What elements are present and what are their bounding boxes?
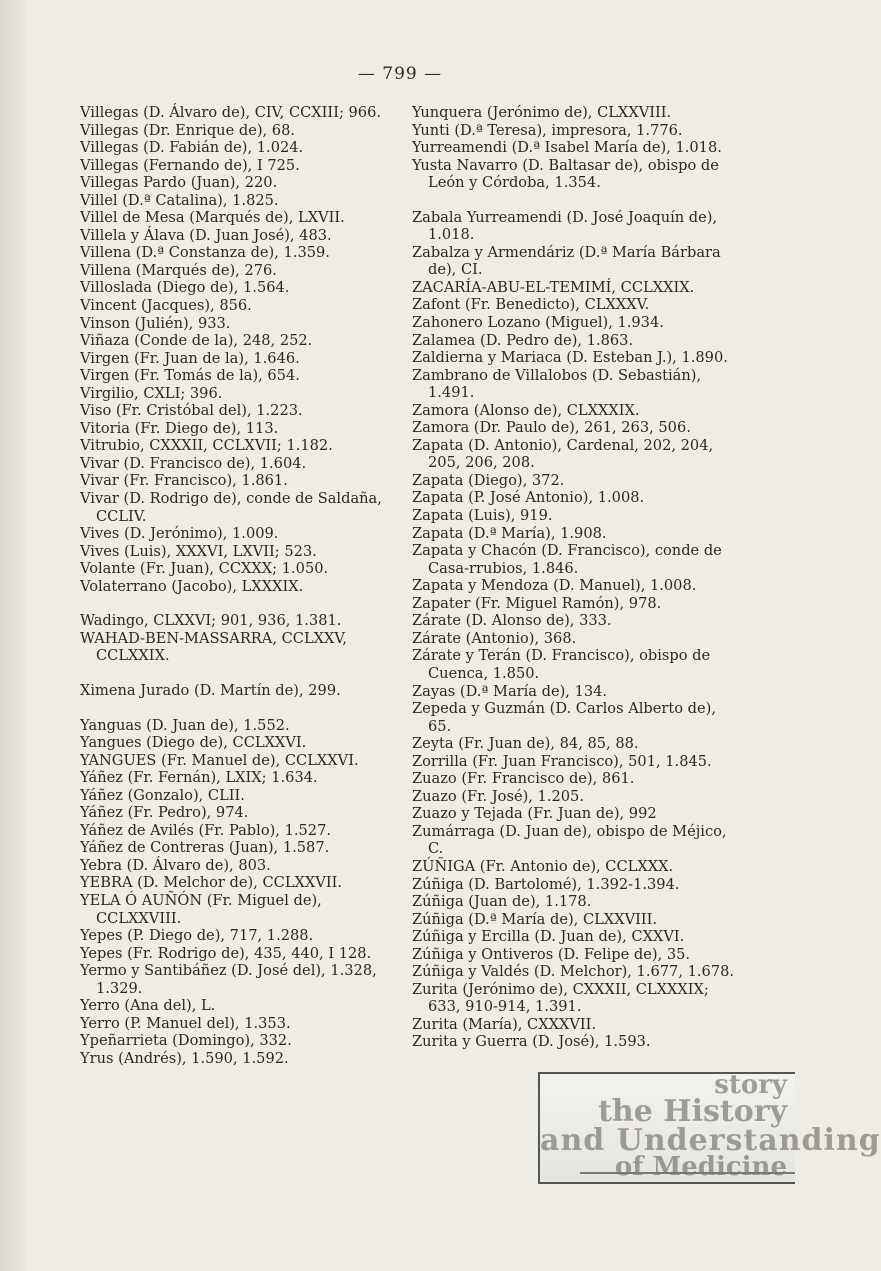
index-entry: Zabala Yurreamendi (D. José Joaquín de), 1.018. [412,208,718,244]
index-entry: Vivar (D. Francisco de), 1.604. [80,454,307,472]
index-entry: Zúñiga y Valdés (D. Melchor), 1.677, 1.678. [412,963,735,981]
index-entry: Villena (D.ª Constanza de), 1.359. [80,244,330,262]
index-entry: Yepes (P. Diego de), 717, 1.288. [80,927,314,945]
stamp-line: the History [598,1094,787,1129]
index-entry: Zárate (Antonio), 368. [412,629,577,647]
index-entry: Zuazo (Fr. Francisco de), 861. [412,770,635,788]
index-entry: Villegas (Dr. Enrique de), 68. [80,121,296,139]
index-entry: Zabalza y Armendáriz (D.ª María Bárbara de), CI. [412,243,721,279]
index-entry: Vitoria (Fr. Diego de), 113. [80,419,279,437]
index-entry: Zúñiga y Ontiveros (D. Felipe de), 35. [412,945,691,963]
index-entry: Zuazo (Fr. José), 1.205. [412,787,584,805]
index-entry: Ximena Jurado (D. Martín de), 299. [80,681,341,699]
index-entry: Zamora (Dr. Paulo de), 261, 263, 506. [412,419,691,437]
index-entry: ZÚÑIGA (Fr. Antonio de), CCLXXX. [412,857,674,875]
index-entry: Villegas (D. Álvaro de), CIV, CCXIII; 966. [80,104,382,121]
index-entry: Zapata (Luis), 919. [412,507,553,525]
index-entry: Villegas Pardo (Juan), 220. [80,174,278,192]
index-entry: Zamora (Alonso de), CLXXXIX. [412,401,640,419]
stamp-rule [580,1172,795,1174]
index-entry: Virgen (Fr. Tomás de la), 654. [80,367,300,385]
index-column-left [80,104,410,1067]
index-column-right [412,104,742,1051]
index-entry: Yebra (D. Álvaro de), 803. [80,856,271,874]
index-entry: Zurita y Guerra (D. José), 1.593. [412,1033,651,1051]
section-gap [80,595,410,612]
index-entry: Yermo y Santibáñez (D. José del), 1.328, 1.329. [80,962,377,997]
index-entry: Yerro (P. Manuel del), 1.353. [80,1014,291,1032]
index-entry: Yanguas (D. Juan de), 1.552. [80,716,290,734]
index-entry: Yusta Navarro (D. Baltasar de), obispo de León y Córdoba, 1.354. [412,156,719,192]
index-entry: Villel (D.ª Catalina), 1.825. [80,191,279,209]
index-entry: Zambrano de Villalobos (D. Sebastián), 1.491. [412,366,702,402]
index-entry: YELA Ó AUÑÓN (Fr. Miguel de), CCLXXVIII. [80,891,322,927]
index-entry: Vivar (D. Rodrigo de), conde de Saldaña, CCLIV. [80,490,382,525]
index-entry: Yáñez (Gonzalo), CLII. [80,786,245,804]
stamp-line: of Medicine [614,1152,787,1182]
index-entry: Villegas (D. Fabián de), 1.024. [80,139,304,157]
index-entry: Zurita (Jerónimo de), CXXXII, CLXXXIX; 633, 910-914, 1.391. [412,980,709,1016]
index-entry: Zumárraga (D. Juan de), obispo de Méjico, C. [412,822,727,858]
index-entry: Vincent (Jacques), 856. [80,297,252,315]
index-entry: Vinson (Julién), 933. [80,314,231,332]
index-entry: Zúñiga (Juan de), 1.178. [412,893,592,911]
index-entry: Villoslada (Diego de), 1.564. [80,279,290,297]
index-entry: Villegas (Fernando de), I 725. [80,156,300,174]
stamp-line: and Understanding [540,1123,881,1158]
index-entry: Zapata (Diego), 372. [412,471,565,489]
index-entry: Vives (Luis), XXXVI, LXVII; 523. [80,542,317,560]
index-entry: Zúñiga (D.ª María de), CLXXVIII. [412,910,658,928]
index-entry: Zayas (D.ª María de), 134. [412,682,608,700]
index-entry: Wadingo, CLXXVI; 901, 936, 1.381. [80,612,342,630]
index-entry: Zapata y Chacón (D. Francisco), conde de Casa-rrubios, 1.846. [412,542,722,577]
index-entry: YANGUES (Fr. Manuel de), CCLXXVI. [80,751,359,769]
index-entry: Virgen (Fr. Juan de la), 1.646. [80,349,300,367]
index-entry: Ypeñarrieta (Domingo), 332. [80,1032,292,1050]
index-entry: Zorrilla (Fr. Juan Francisco), 501, 1.845. [412,752,712,770]
page-number: — 799 — [357,64,443,84]
library-stamp [538,1070,881,1184]
index-entry: Viso (Fr. Cristóbal del), 1.223. [80,402,303,420]
index-entry: WAHAD-BEN-MASSARRA, CCLXXV, CCLXXIX. [80,629,348,665]
index-entry: Villel de Mesa (Marqués de), LXVII. [80,209,345,227]
index-entry: Yepes (Fr. Rodrigo de), 435, 440, I 128. [80,944,372,962]
index-entry: Vitrubio, CXXXII, CCLXVII; 1.182. [80,437,333,455]
index-entry: Zahonero Lozano (Miguel), 1.934. [412,314,664,332]
index-entry: Zurita (María), CXXXVII. [412,1015,597,1033]
index-entry: Yáñez (Fr. Fernán), LXIX; 1.634. [80,769,318,787]
index-entry: Yangues (Diego de), CCLXXVI. [80,734,307,752]
index-entry: Villena (Marqués de), 276. [80,261,277,279]
index-entry: Vivar (Fr. Francisco), 1.861. [80,472,288,490]
index-entry: Volaterrano (Jacobo), LXXXIX. [80,577,304,595]
index-entry: Yunquera (Jerónimo de), CLXXVIII. [412,104,672,121]
index-entry: Yrus (Andrés), 1.590, 1.592. [80,1049,289,1067]
index-entry: Yurreamendi (D.ª Isabel María de), 1.018. [412,139,722,157]
index-entry: Zafont (Fr. Benedicto), CLXXXV. [412,296,650,314]
index-entry: Zúñiga (D. Bartolomé), 1.392-1.394. [412,875,680,893]
index-entry: YEBRA (D. Melchor de), CCLXXVII. [80,874,343,892]
index-entry: Zalamea (D. Pedro de), 1.863. [412,331,634,349]
index-entry: Zuazo y Tejada (Fr. Juan de), 992 [412,805,657,823]
section-gap [80,665,410,682]
page-spine-shadow [0,0,26,1271]
section-gap [80,700,410,717]
index-entry: Zúñiga y Ercilla (D. Juan de), CXXVI. [412,928,685,946]
index-entry: Virgilio, CXLI; 396. [80,384,223,402]
index-entry: Zapata (D. Antonio), Cardenal, 202, 204, 205, 206, 208. [412,436,714,472]
index-entry: Vives (D. Jerónimo), 1.009. [80,525,279,543]
index-entry: Villela y Álava (D. Juan José), 483. [80,226,332,244]
index-entry: Zeyta (Fr. Juan de), 84, 85, 88. [412,735,639,753]
index-entry: Yerro (Ana del), L. [80,997,216,1015]
index-entry: ZACARÍA-ABU-EL-TEMIMÍ, CCLXXIX. [412,278,695,296]
index-entry: Zapata y Mendoza (D. Manuel), 1.008. [412,577,697,595]
index-entry: Zaldierna y Mariaca (D. Esteban J.), 1.890. [412,349,728,367]
index-entry: Yáñez de Contreras (Juan), 1.587. [80,839,330,857]
index-entry: Volante (Fr. Juan), CCXXX; 1.050. [80,560,329,578]
index-entry: Zapata (D.ª María), 1.908. [412,524,607,542]
section-gap [412,192,742,209]
index-entry: Yáñez de Avilés (Fr. Pablo), 1.527. [80,821,331,839]
index-entry: Zárate (D. Alonso de), 333. [412,612,612,630]
index-entry: Viñaza (Conde de la), 248, 252. [80,332,313,350]
index-entry: Zárate y Terán (D. Francisco), obispo de Cuenca, 1.850. [412,647,711,682]
index-entry: Yunti (D.ª Teresa), impresora, 1.776. [412,121,683,139]
index-entry: Zepeda y Guzmán (D. Carlos Alberto de), 65. [412,700,716,735]
stamp-line: story [714,1070,787,1100]
index-entry: Zapater (Fr. Miguel Ramón), 978. [412,594,662,612]
index-entry: Zapata (P. José Antonio), 1.008. [412,489,645,507]
index-entry: Yáñez (Fr. Pedro), 974. [80,804,249,822]
